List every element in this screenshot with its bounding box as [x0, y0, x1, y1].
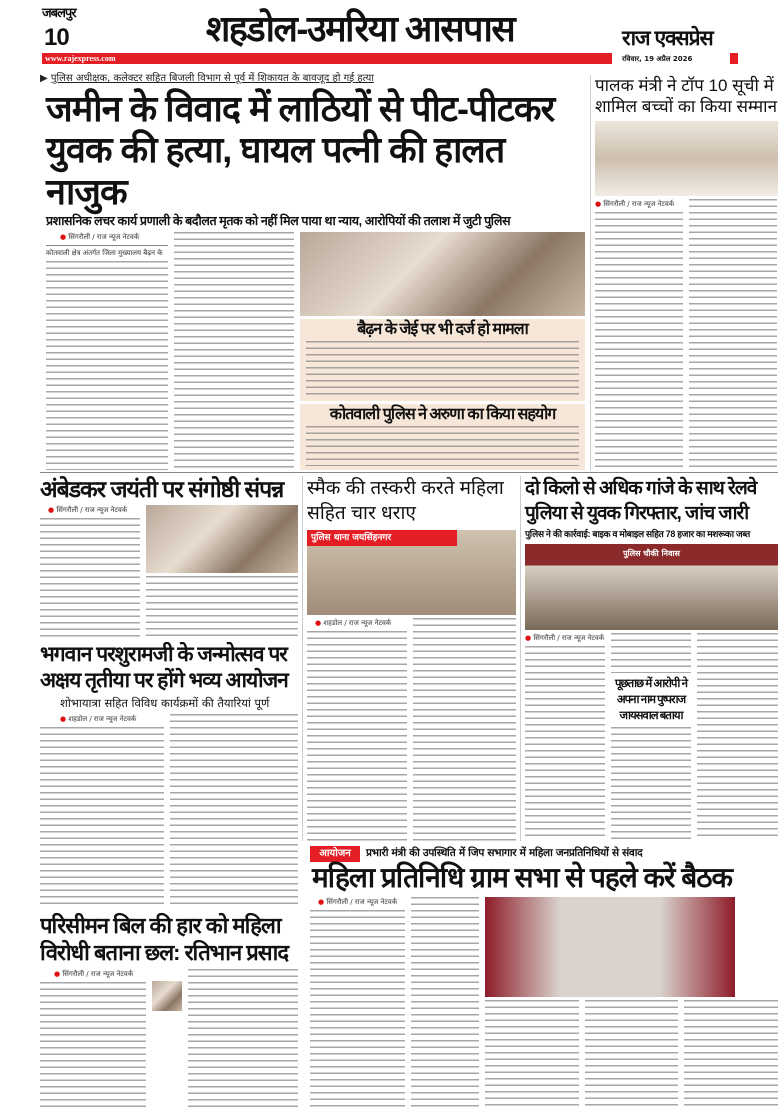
- smack-story: [302, 476, 516, 841]
- smack-photo: [307, 530, 516, 615]
- body-column: [411, 897, 479, 1108]
- ganja-photo: [525, 544, 778, 630]
- body-column: [188, 969, 298, 1108]
- page-number: 10: [44, 24, 69, 51]
- body-column: [310, 910, 405, 1108]
- section-divider: [40, 472, 778, 473]
- parshuram-headline: भगवान परशुरामजी के जन्मोत्सव पर अक्षय तृतीया पर होंगे भव्य आयोजन: [40, 643, 288, 692]
- body-column: [689, 199, 777, 470]
- lead-headline-2: युवक की हत्या, घायल पत्नी की हालत नाजुक: [46, 129, 505, 212]
- gram-sabha-story: [310, 846, 778, 1108]
- body-column: [697, 633, 778, 841]
- lead-kicker: ▶ पुलिस अधीक्षक, कलेक्टर सहित बिजली विभाग से पूर्व में शिकायत के बावजूद हो गई हत्या: [40, 73, 374, 84]
- parisiman-headline: परिसीमन बिल की हार को महिला विरोधी बताना छल: रतिभान प्रसाद: [40, 913, 289, 965]
- felicitation-story: [590, 75, 778, 470]
- divider: [46, 245, 168, 246]
- byline: ● सिंगरौली / राज न्यूज नेटवर्क: [46, 232, 168, 242]
- body-column: [684, 1000, 778, 1108]
- sidebar-box-1: [300, 319, 585, 401]
- issue-date: रविवार, 19 अप्रैल 2026: [622, 55, 693, 63]
- gram-sabha-photo: [485, 897, 735, 997]
- body-column: [40, 982, 146, 1108]
- police-station-sign: पुलिस थाना जयसिंहनगर: [307, 530, 457, 546]
- kicker-text: पुलिस अधीक्षक, कलेक्टर सहित बिजली विभाग से पूर्व में शिकायत के बावजूद हो गई हत्या: [50, 73, 374, 84]
- byline: ● सिंगरौली / राज न्यूज नेटवर्क: [310, 897, 405, 907]
- gram-sabha-headline: महिला प्रतिनिधि ग्राम सभा से पहले करें बैठक: [312, 862, 733, 893]
- body-column: [525, 646, 605, 841]
- body-column: [40, 518, 140, 638]
- ambedkar-story: [40, 476, 298, 638]
- section-tag: [310, 846, 360, 862]
- body-column: [170, 714, 298, 908]
- body-column: [485, 1000, 579, 1108]
- parshuram-story: [40, 642, 298, 908]
- byline: ● सिंगरौली / राज न्यूज नेटवर्क: [595, 199, 683, 209]
- byline: ● सिंगरौली / राज न्यूज नेटवर्क: [40, 505, 140, 515]
- felicitation-headline: पालक मंत्री ने टॉप 10 सूची में शामिल बच्चों का किया सम्मान: [595, 76, 778, 116]
- body-column: [46, 261, 168, 470]
- ganja-subhead: पुलिस ने की कार्रवाई: बाइक व मोबाइल सहित 78 हजार का मशरूका जब्त: [525, 529, 750, 539]
- parisiman-photo: [152, 981, 182, 1011]
- police-chowki-sign: पुलिस चौकी निवास: [623, 549, 680, 558]
- felicitation-photo: [595, 121, 778, 196]
- masthead-bar: [42, 53, 612, 64]
- ganja-subbox-heading: पूछताछ में आरोपी ने अपना नाम पुष्पराज जायसवाल बताया: [615, 678, 687, 722]
- byline: ● शहडोल / राज न्यूज नेटवर्क: [40, 714, 164, 724]
- byline: ● शहडोल / राज न्यूज नेटवर्क: [307, 618, 407, 628]
- body-column: [146, 576, 298, 638]
- ambedkar-photo: [146, 505, 298, 573]
- lead-photo: [300, 232, 585, 316]
- parisiman-story: [40, 912, 298, 1108]
- box-title: बैढ़न के जेई पर भी दर्ज हो मामला: [357, 321, 528, 338]
- website-link[interactable]: www.rajexpress.com: [45, 54, 116, 63]
- body-column: [307, 631, 407, 841]
- parshuram-subhead: शोभायात्रा सहित विविध कार्यक्रमों की तैयारियां पूर्ण: [60, 696, 270, 710]
- byline: ● सिंगरौली / राज न्यूज नेटवर्क: [525, 633, 605, 643]
- body-column: [585, 1000, 679, 1108]
- body-column: [174, 232, 294, 470]
- box-title: कोतवाली पुलिस ने अरुणा का किया सहयोग: [329, 406, 556, 423]
- ganja-headline: दो किलो से अधिक गांजे के साथ रेलवे पुलिया से युवक गिरफ्तार, जांच जारी: [525, 478, 757, 524]
- body-start: कोतवाली क्षेत्र अंतर्गत जिला मुख्यालय बैढ़न के: [46, 248, 163, 257]
- lead-subhead: प्रशासनिक लचर कार्य प्रणाली के बदौलत मृतक को नहीं मिल पाया था न्याय, आरोपियों की तलाश में जुटी पुलिस: [46, 214, 511, 229]
- sidebar-box-2: [300, 404, 585, 470]
- lead-headline-1: जमीन के विवाद में लाठियों से पीट-पीटकर: [46, 88, 555, 129]
- tag-label: आयोजन: [319, 848, 351, 859]
- body-column: [595, 212, 683, 470]
- masthead-bar-end: [730, 53, 738, 64]
- smack-headline: स्मैक की तस्करी करते महिला सहित चार धराए: [307, 478, 504, 524]
- body-column: [611, 727, 691, 841]
- brand-logo: राज एक्सप्रेस: [622, 27, 713, 50]
- edition-city: जबलपुर: [42, 5, 76, 20]
- box-body: [306, 341, 579, 397]
- lead-story: [40, 72, 585, 470]
- gram-sabha-kicker: प्रभारी मंत्री की उपस्थिति में जिप सभागार में महिला जनप्रतिनिधियों से संवाद: [366, 847, 643, 859]
- masthead: [0, 0, 778, 70]
- ganja-story: [520, 476, 778, 841]
- byline: ● सिंगरौली / राज न्यूज नेटवर्क: [40, 969, 146, 979]
- box-body: [306, 426, 579, 466]
- body-column: [413, 618, 516, 841]
- body-column: [40, 727, 164, 908]
- ambedkar-headline: अंबेडकर जयंती पर संगोष्ठी संपन्न: [40, 476, 284, 502]
- section-title: शहडोल-उमरिया आसपास: [205, 8, 515, 49]
- body-column: [611, 633, 691, 673]
